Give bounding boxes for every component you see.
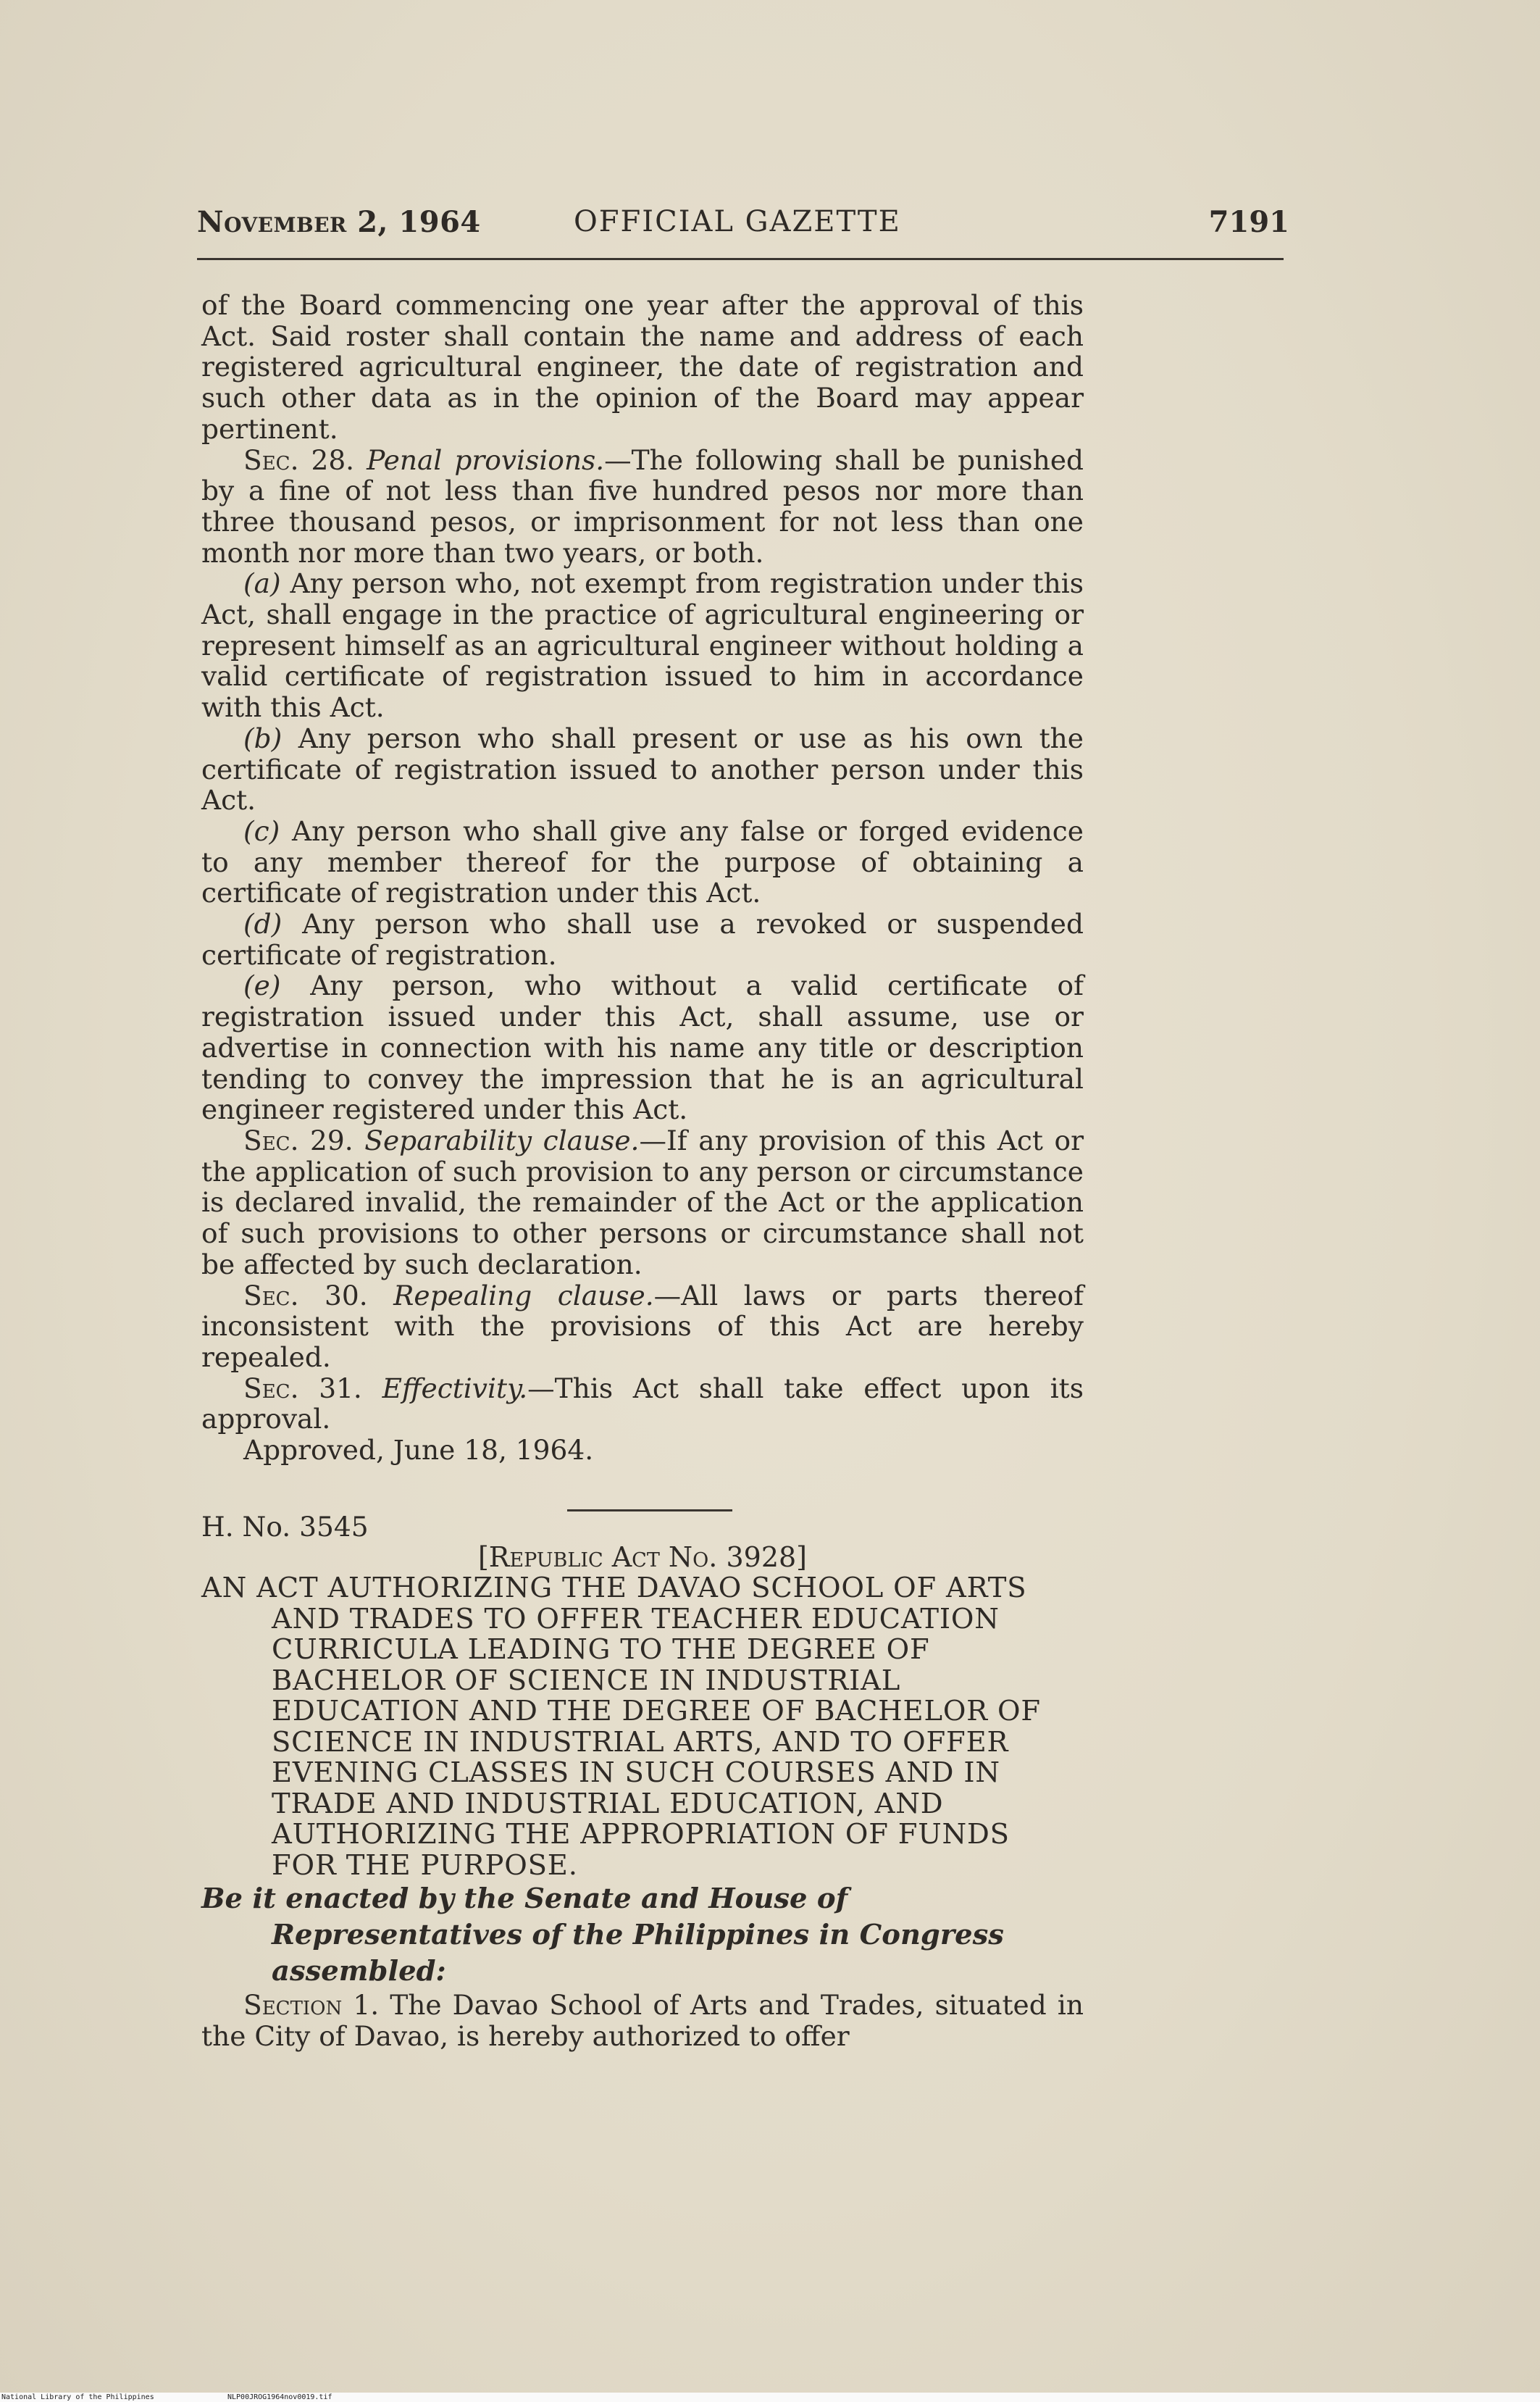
clause-a [201, 568, 1084, 723]
clause-letter: (c) [243, 814, 280, 847]
clause-letter: (d) [243, 908, 283, 941]
section-text: —This Act shall take effect upon its approval. [201, 1372, 1084, 1435]
section-label: Sec. 28. [243, 443, 355, 476]
section-label: Sec. 30. [243, 1279, 368, 1311]
section-text: The Davao School of Arts and Trades, situated in the City of Davao, is hereby authorized to offer [201, 1989, 1084, 2052]
clause-d [201, 909, 1084, 970]
section-label: Sec. 31. [243, 1372, 362, 1404]
section-1 [201, 1990, 1084, 2051]
section-heading: Separability clause. [364, 1124, 640, 1156]
enacting-clause: Be it enacted by the Senate and House of Representatives of the Philippines in Congress assembled: [201, 1882, 1004, 1988]
clause-letter: (b) [243, 722, 283, 754]
section-heading: Penal provisions. [367, 443, 605, 476]
clause-b [201, 723, 1084, 816]
section-text: —All laws or parts thereof inconsistent with the provisions of this Act are hereby repealed. [201, 1279, 1084, 1373]
section-30 [201, 1280, 1084, 1373]
header-title: OFFICIAL GAZETTE [574, 205, 901, 238]
section-29 [201, 1125, 1084, 1280]
section-label: Section 1. [243, 1989, 380, 2022]
clause-e [201, 970, 1084, 1125]
clause-c [201, 816, 1084, 909]
section-label: Sec. 29. [243, 1124, 353, 1156]
continued-paragraph: of the Board commencing one year after the approval of this Act. Said roster shall contain the name and address of each registered agricultural engineer, the date of registration and such other data as in the opinion of the Board may appear pertinent. [201, 289, 1084, 445]
section-31 [201, 1373, 1084, 1435]
act-title: AN ACT AUTHORIZING THE DAVAO SCHOOL OF ARTS AND TRADES TO OFFER TEACHER EDUCATION CURRICULA LEADING TO THE DEGREE OF BACHELOR OF SCIENCE IN INDUSTRIAL EDUCATION AND THE DEGREE OF BACHELOR OF SCIENCE IN INDUSTRIAL ARTS, AND TO OFFER EVENING CLASSES IN SUCH COURSES AND IN TRADE AND INDUSTRIAL EDUCATION, AND AUTHORIZING THE APPROPRIATION OF FUNDS FOR THE PURPOSE. [201, 1572, 1041, 1882]
clause-letter: (e) [243, 969, 281, 1002]
republic-act-number: [Republic Act No. 3928] [477, 1541, 808, 1574]
section-text: —The following shall be punished by a fine of not less than five hundred pesos nor more than three thousand pesos, or imprisonment for not less than one month nor more than two years, or both. [201, 443, 1084, 569]
body-text [201, 290, 1084, 2052]
footer-filename: NLP00JROG1964nov0019.tif [227, 2393, 332, 2401]
clause-letter: (a) [243, 567, 281, 600]
clause-text: Any person, who without a valid certificate of registration issued under this Act, shall assume, use or advertise in connection with his name any title or description tending to convey the impression that he is an agricultural engineer registered under this Act. [201, 969, 1084, 1126]
section-28 [201, 445, 1084, 569]
approval-date: Approved, June 18, 1964. [243, 1434, 594, 1467]
clause-text: Any person who shall use a revoked or suspended certificate of registration. [201, 908, 1084, 971]
footer-source: National Library of the Philippines [1, 2393, 154, 2401]
header-date: November 2, 1964 [197, 205, 481, 239]
section-text: —If any provision of this Act or the application of such provision to any person or circumstance is declared invalid, the remainder of the Act or the application of such provisions to other persons or circumstance shall not be affected by such declaration. [201, 1124, 1084, 1280]
clause-text: Any person who shall present or use as his own the certificate of registration issued to another person under this Act. [201, 722, 1084, 817]
section-heading: Effectivity. [382, 1372, 528, 1404]
scan-footer [0, 2393, 1540, 2402]
page-number: 7191 [1208, 205, 1289, 239]
clause-text: Any person who, not exempt from registration under this Act, shall engage in the practice of agricultural engineering or represent himself as an agricultural engineer without holding a valid certificate of registration issued to him in accordance with this Act. [201, 567, 1084, 724]
header-rule [197, 258, 1284, 260]
section-heading: Repealing clause. [393, 1279, 654, 1311]
running-header [197, 205, 1289, 249]
house-bill-number: H. No. 3545 [201, 1510, 369, 1543]
clause-text: Any person who shall give any false or forged evidence to any member thereof for the purpose of obtaining a certificate of registration under this Act. [201, 814, 1084, 909]
